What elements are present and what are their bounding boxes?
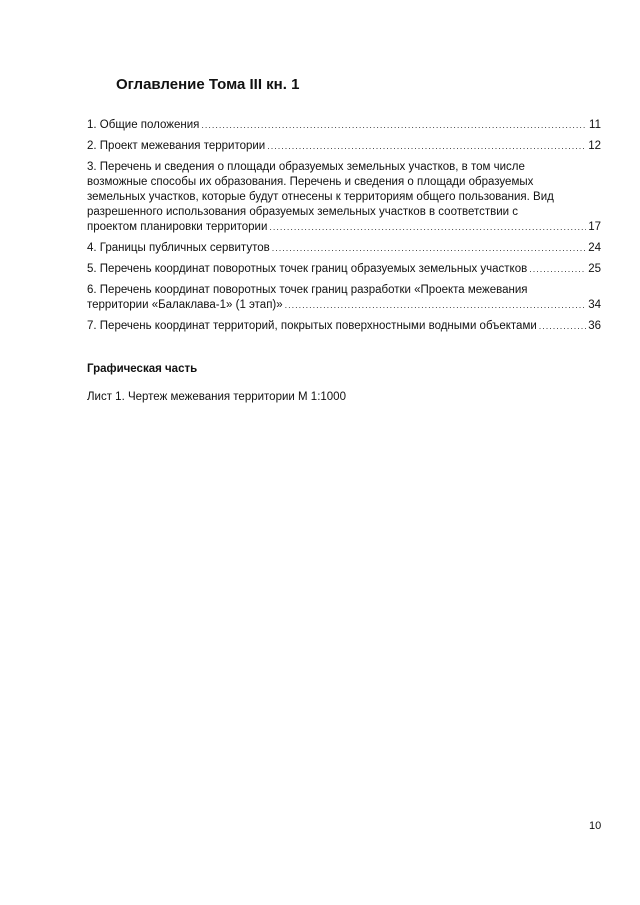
- toc-entry-page: 17: [588, 221, 601, 233]
- toc-entry-text: 4. Границы публичных сервитутов: [87, 242, 270, 254]
- graphic-part-heading: Графическая часть: [87, 363, 198, 375]
- toc-list: [87, 118, 601, 340]
- toc-entry-text: территории «Балаклава-1» (1 этап)»: [87, 299, 283, 311]
- toc-entry-text: проектом планировки территории: [87, 221, 268, 233]
- dot-leader: [267, 139, 586, 154]
- dot-leader: [269, 220, 586, 235]
- toc-entry-page: 34: [588, 299, 601, 311]
- toc-entry-text: 2. Проект межевания территории: [87, 140, 266, 152]
- dot-leader: [539, 319, 586, 334]
- toc-entry-1: [87, 118, 601, 133]
- toc-entry-text: 7. Перечень координат территорий, покрытых поверхностными водными объектами: [87, 320, 537, 332]
- toc-entry-page: 36: [588, 320, 601, 332]
- toc-entry-3: [87, 160, 601, 235]
- page-number: 10: [589, 820, 602, 832]
- dot-leader: [272, 241, 586, 256]
- dot-leader: [529, 262, 586, 277]
- toc-entry-page: 25: [588, 263, 601, 275]
- toc-entry-text-line: земельных участков, которые будут отнесены к территориям общего пользования. Вид: [87, 191, 554, 203]
- toc-entry-7: [87, 319, 601, 334]
- toc-entry-text: 5. Перечень координат поворотных точек границ образуемых земельных участков: [87, 263, 528, 275]
- toc-title: Оглавление Тома III кн. 1: [116, 76, 300, 93]
- toc-entry-text-line: 3. Перечень и сведения о площади образуемых земельных участков, в том числе: [87, 161, 525, 173]
- toc-entry-text: 1. Общие положения: [87, 119, 200, 131]
- toc-entry-6: [87, 283, 601, 313]
- dot-leader: [285, 298, 587, 313]
- sheet-entry: Лист 1. Чертеж межевания территории М 1:1000: [87, 391, 346, 403]
- toc-entry-text-line: разрешенного использования образуемых земельных участков в соответствии с: [87, 206, 519, 218]
- toc-entry-4: [87, 241, 601, 256]
- toc-entry-text-line: возможные способы их образования. Перечень и сведения о площади образуемых: [87, 176, 534, 188]
- toc-entry-page: 11: [589, 119, 601, 131]
- toc-entry-page: 24: [588, 242, 601, 254]
- toc-entry-page: 12: [588, 140, 601, 152]
- dot-leader: [201, 118, 587, 133]
- toc-entry-5: [87, 262, 601, 277]
- toc-entry-2: [87, 139, 601, 154]
- toc-entry-text-line: 6. Перечень координат поворотных точек границ разработки «Проекта межевания: [87, 284, 528, 296]
